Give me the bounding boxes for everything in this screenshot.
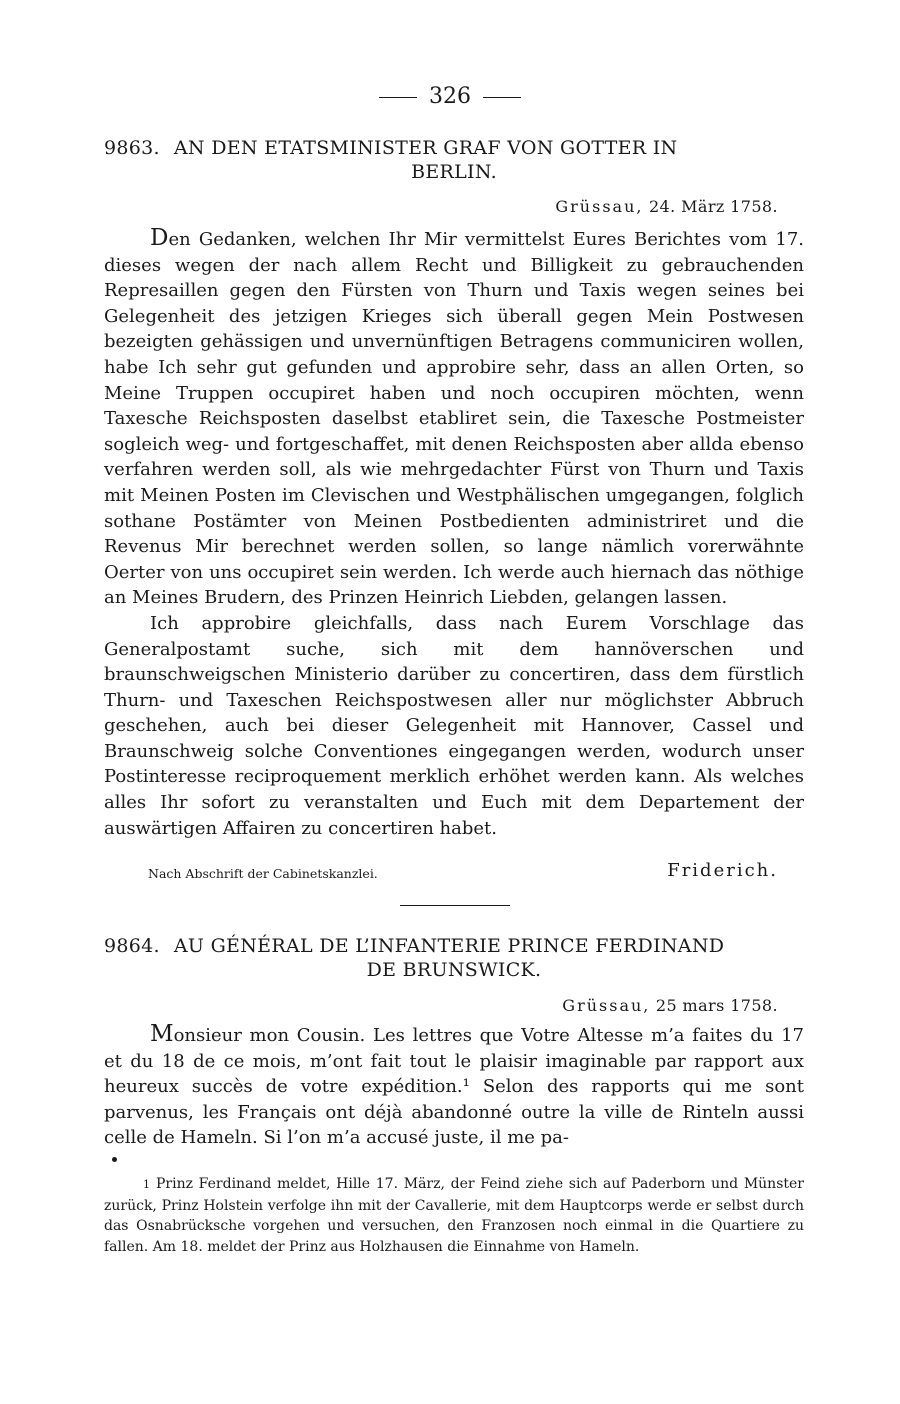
letter2-paragraph-1 [104, 1022, 804, 1151]
page-number-text: 326 [429, 84, 471, 109]
letter1-title-line1: AN DEN ETATSMINISTER GRAF VON GOTTER IN [173, 137, 678, 159]
paragraph-text: en Gedanken, welchen Ihr Mir vermittelst Eures Berichtes vom 17. dieses wegen der nach allem Recht und Billigkeit zu gebrauchenden Represaillen gegen den Fürsten von Thurn und Taxis wegen seines bei Gelegenheit des jetzigen Krieges sich überall gegen Mein Postwesen bezeigten gehässigen und unvernünftigen Betragens communiciren wollen, habe Ich sehr gut gefunden und approbire sehr, dass an allen Orten, so Meine Truppen occupiret haben und noch occupiren möchten, wenn Taxesche Reichsposten daselbst etabliret sein, die Taxesche Postmeister sogleich weg- und fortgeschaffet, mit denen Reichsposten aber allda ebenso verfahren werden soll, als wie mehrgedachter Fürst von Thurn und Taxis mit Meinen Posten im Clevischen und Westphälischen umgegangen, folglich sothane Postämter von Meinen Postbedienten administriret und die Revenus Mir berechnet werden sollen, so lange nämlich vorerwähnte Oerter von uns occupiret sein werden. Ich werde auch hiernach das nöthige an Meines Brudern, des Prinzen Heinrich Liebden, gelangen lassen. [104, 229, 804, 609]
footnote-number: 1 [143, 1178, 150, 1191]
letter2-heading [104, 934, 804, 982]
page-number [0, 84, 900, 110]
letter1-title-line2: BERLIN. [411, 161, 497, 183]
dash-left [379, 97, 417, 98]
letter1-paragraph-2 [104, 611, 804, 841]
letter1-dateline [555, 197, 778, 217]
letter2-dateline [562, 996, 778, 1016]
footnote [104, 1174, 804, 1257]
letter2-title-line2: DE BRUNSWICK. [366, 959, 542, 981]
source-note: Nach Abschrift der Cabinetskanzlei. [148, 866, 378, 881]
drop-initial: D [150, 225, 169, 251]
footnote-text: Prinz Ferdinand meldet, Hille 17. März, der Feind ziehe sich auf Paderborn und Münster zurück, Prinz Holstein verfolge ihn mit der Cavallerie, mit dem Hauptcorps werde er selbst durch das Osnabrücksche vorgehen und versuchen, den Franzosen noch einmal in die Quartiere zu fallen. Am 18. meldet der Prinz aus Holzhausen die Einnahme von Hameln. [104, 1176, 804, 1255]
letter1-place: Grüssau, [555, 197, 644, 216]
signature: Friderich. [667, 860, 778, 881]
letter2-title-line1: AU GÉNÉRAL DE L’INFANTERIE PRINCE FERDINAND [173, 935, 725, 957]
letter1-number: 9863. [104, 137, 160, 159]
letter2-heading-line1 [104, 934, 804, 958]
bullet-mark [112, 1157, 117, 1162]
letter1-body [104, 226, 804, 841]
dash-right [483, 97, 521, 98]
paragraph-text: Ich approbire gleichfalls, dass nach Eurem Vorschlage das Generalpostamt suche, sich mit dem hannöverschen und braunschweigschen Ministerio darüber zu concertiren, dass dem fürstlich Thurn- und Taxeschen Reichspostwesen aller nur möglichster Abbruch geschehen, auch bei dieser Gelegenheit mit Hannover, Cassel und Braunschweig solche Conventiones eingegangen werden, wodurch unser Postinteresse reciproquement merklich erhöhet werden kann. Als welches alles Ihr sofort zu veranstalten und Euch mit dem Departement der auswärtigen Affairen zu concertiren habet. [104, 612, 804, 839]
paragraph-text: onsieur mon Cousin. Les lettres que Votre Altesse m’a faites du 17 et du 18 de ce mois, m’ont fait tout le plaisir imaginable par rapport aux heureux succès de votre expédition.¹ Selon des rapports qui me sont parvenus, les Français ont déjà abandonné outre la ville de Rinteln aussi celle de Hameln. Si l’on m’a accusé juste, il me pa- [104, 1025, 804, 1149]
section-divider [400, 905, 510, 906]
drop-initial: M [150, 1021, 174, 1047]
letter2-date: 25 mars 1758. [655, 996, 778, 1015]
letter2-place: Grüssau, [562, 996, 651, 1015]
letter2-body [104, 1022, 804, 1151]
letter1-heading [104, 136, 804, 184]
letter2-number: 9864. [104, 935, 160, 957]
letter1-paragraph-1 [104, 226, 804, 611]
letter1-heading-line1 [104, 136, 804, 160]
letter1-date: 24. März 1758. [648, 197, 778, 216]
